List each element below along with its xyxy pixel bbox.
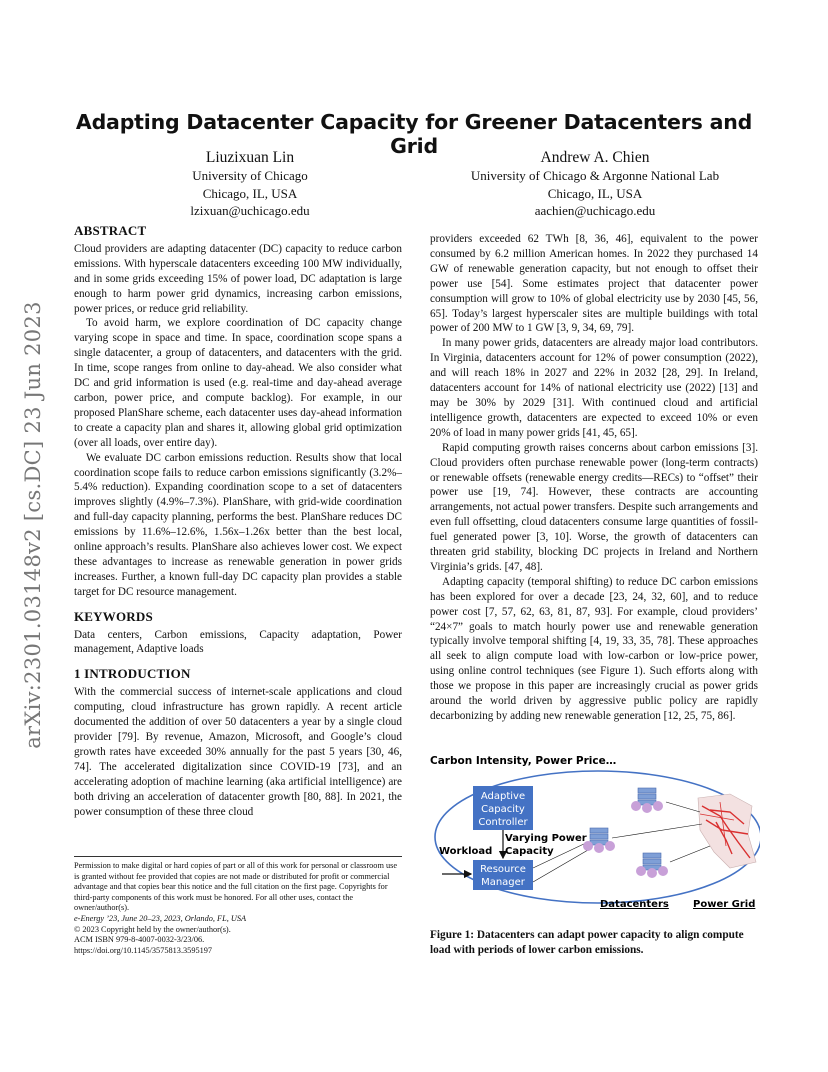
manager-label: Resource bbox=[480, 864, 526, 875]
controller-label: Controller bbox=[478, 817, 528, 828]
author-name: Liuzixuan Lin bbox=[205, 149, 295, 166]
footnote bbox=[74, 856, 402, 956]
isbn: ACM ISBN 979-8-4007-0032-3/23/06. bbox=[74, 935, 205, 945]
figure-caption: Figure 1: Datacenters can adapt power capacity to align compute load with periods of lower carbon emissions. bbox=[430, 929, 744, 956]
intro-paragraph: With the commercial success of internet-scale applications and cloud computing, cloud infrastructure has grown rapidly. A recent article documented the addition of over 50 datacenters a year by a single cloud provider [79]. By revenue, Amazon, Microsoft, and Google’s cloud growth rates have exceeded 30% annually for the past 5 years [30, 46, 74]. The accelerated digitalization since COVID-19 [73], and an accelerating adoption of machine learning (aka artificial intelligence) are both driving an acceleration of datacenter growth [80, 88]. In 2021, the power consumption of these three cloud bbox=[74, 686, 402, 818]
abstract-paragraph: Cloud providers are adapting datacenter (DC) capacity to reduce carbon emissions. With hyperscale datacenters exceeding 100 MW individually, and in some grids exceeding 15% of power load, DC adaptation is large enough to harm power grid dynamics, increasing carbon emissions, power prices, or reduce grid reliability. bbox=[74, 242, 402, 315]
intro-heading: 1 INTRODUCTION bbox=[74, 666, 191, 682]
author-2 bbox=[420, 148, 770, 220]
author-affiliation: University of Chicago & Argonne National Lab bbox=[470, 168, 720, 183]
abstract-heading: ABSTRACT bbox=[74, 223, 147, 238]
right-column bbox=[430, 232, 758, 724]
author-affiliation: University of Chicago bbox=[192, 168, 308, 183]
workload-label: Workload bbox=[439, 846, 493, 857]
power-grid-map-icon bbox=[698, 794, 756, 868]
author-location: Chicago, IL, USA bbox=[547, 185, 643, 201]
figure-top-label: Carbon Intensity, Power Price… bbox=[430, 755, 617, 767]
keywords-heading: KEYWORDS bbox=[74, 608, 153, 624]
author-1 bbox=[120, 148, 380, 220]
datacenter-server-icon bbox=[636, 853, 668, 878]
keywords-text: Data centers, Carbon emissions, Capacity adaptation, Power management, Adaptive loads bbox=[74, 628, 402, 656]
manager-label: Manager bbox=[481, 877, 525, 888]
dc-grid-link bbox=[670, 846, 710, 862]
varying-label: Varying Power bbox=[505, 833, 587, 844]
abstract-paragraph: We evaluate DC carbon emissions reduction. Results show that local coordination scope fails to reduce carbon emissions significantly (3.2%–5.4% reduction). Expanding coordination scope to a set of datacenters improves slightly (4.9%–7.3%). PlanShare, with grid-wide coordination and full-day capacity planning, performs the best. PlanShare reduces DC emissions by 11.6%–12.6%, 1.56x–1.26x better than the best local, online approach’s results. PlanShare also achieves lower cost. We expect these advantages to increase as renewable generation in power grids increases. Further, a known full-day DC capacity plan provides a stable target for DC resource management. bbox=[74, 451, 402, 598]
copyright: © 2023 Copyright held by the owner/author(s). bbox=[74, 924, 231, 934]
figure-diagram bbox=[430, 750, 760, 918]
arxiv-id: arXiv:2301.03148v2 [cs.DC] 23 Jun 2023 bbox=[21, 301, 45, 749]
power-grid-label: Power Grid bbox=[693, 899, 756, 910]
author-name: Andrew A. Chien bbox=[540, 149, 650, 166]
permission-notice: Permission to make digital or hard copies of part or all of this work for personal or classroom use is granted without fee provided that copies are not made or distributed for profit or commercial advantage and that copies bear this notice and the full citation on the first page. Copyrights for third-party components of this work must be honored. For all other uses, contact the owner/author(s). bbox=[74, 861, 398, 913]
varying-label: Capacity bbox=[505, 846, 554, 857]
author-email: lzixuan@uchicago.edu bbox=[190, 203, 310, 218]
controller-label: Adaptive bbox=[480, 791, 526, 802]
intro-paragraph: Adapting capacity (temporal shifting) to reduce DC carbon emissions has been explored for over a decade [23, 24, 32, 60], and to reduce power cost [7, 57, 62, 63, 81, 87, 93]. For example, cloud providers’ “24×7” goals to match hourly power use and renewable generation typically involve temporal shifting [4, 19, 33, 35, 78]. These approaches all seek to align compute load with low-carbon or low-price power, using online control techniques (see Figure 1). Such efforts along with those we propose in this paper are increasingly crucial as power grids around the world driven by aggressive public policy are rapidly decarbonizing by adding new renewable generation [12, 25, 75, 86]. bbox=[430, 575, 758, 722]
dc-grid-link bbox=[612, 824, 702, 838]
venue: e-Energy ’23, June 20–23, 2023, Orlando, FL, USA bbox=[74, 913, 247, 923]
author-location: Chicago, IL, USA bbox=[202, 185, 298, 201]
intro-paragraph: providers exceeded 62 TWh [8, 36, 46], equivalent to the power consumed by 6.2 million American homes. In 2022 they purchased 14 GW of renewable generation capacity, but not enough to offset their power use [54]. Some estimates project that datacenter power consumption will grow to 10% of global electricity use by 2030 [45, 56, 65]. Today’s largest hyperscaler sites are multiple buildings with total power of 200 MW to 1 GW [3, 9, 34, 69, 79]. bbox=[430, 233, 758, 335]
datacenters-label: Datacenters bbox=[600, 899, 669, 910]
left-column bbox=[74, 224, 402, 819]
datacenter-server-icon bbox=[583, 828, 615, 853]
author-email: aachien@uchicago.edu bbox=[534, 203, 656, 218]
figure-1 bbox=[430, 750, 760, 918]
paper-title: Adapting Datacenter Capacity for Greener Datacenters and Grid bbox=[75, 110, 753, 158]
abstract-paragraph: To avoid harm, we explore coordination of DC capacity change varying scope in space and time. In space, coordination scope spans a single datacenter, a group of datacenters, and datacenters with the grid. In time, scope ranges from online to day-ahead. We also consider what DC and grid information is used (e.g. real-time and day-ahead average carbon, power price, and compute backlog). For example, in our proposed PlanShare scheme, each datacenter uses day-ahead information to create a capacity plan and shares it, allowing global grid optimization (over all loads, over entire day). bbox=[74, 317, 402, 449]
intro-paragraph: Rapid computing growth raises concerns about carbon emissions [3]. Cloud providers often purchase renewable power (long-term contracts) or renewable offsets (renewable energy credits—RECs) to “offset” their power use [19, 74]. However, these contracts are accounting arrangements, not actual power transfers. Despite such arrangements and even full offsetting, cloud datacenters consume large quantities of fossil-fuel generated power [3, 10]. Worse, the growth of datacenters can threaten grid stability, blocking DC projects in Ireland and Northern Virginia’s grids. [47, 48]. bbox=[430, 441, 758, 573]
dc-grid-link bbox=[666, 802, 700, 812]
arxiv-sidebar bbox=[18, 290, 48, 760]
doi: https://doi.org/10.1145/3575813.3595197 bbox=[74, 945, 213, 955]
controller-label: Capacity bbox=[481, 804, 525, 815]
datacenter-server-icon bbox=[631, 788, 663, 813]
intro-paragraph: In many power grids, datacenters are already major load contributors. In Virginia, datacenters account for 12% of power consumption (2022), and will reach 18% in 2027 and 22% in 2032 [28, 29]. In Ireland, datacenters account for 14% of national electricity use (2022) [13] and may be 30% by 2029 [31]. With continued cloud and artificial intelligence growth, datacenters are expected to exceed 10% or even 20% of load in many power grids [41, 45, 65]. bbox=[430, 337, 758, 439]
